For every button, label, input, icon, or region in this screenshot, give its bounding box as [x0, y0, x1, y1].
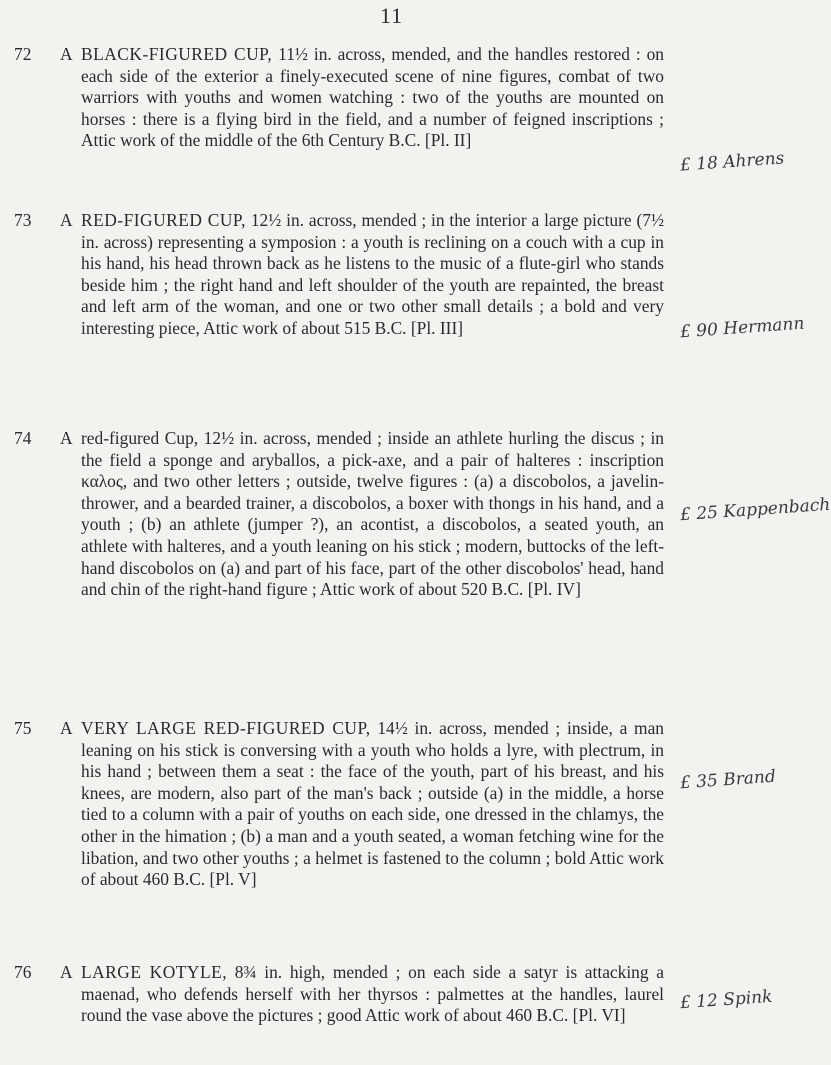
lot-description: 11½ in. across, mended, and the handles restored : on each side of the exterior a finely-executed scene of nine figures, combat of two warriors with youths and women watching : two of the youths are mounted on horses : there is a flying bird in the field, and a number of feigned inscriptions ; Attic work of the middle of the 6th Century B.C. [Pl. II]	[81, 44, 664, 151]
handwritten-note: £ 12 Spink	[679, 986, 774, 1014]
lot-heading: VERY LARGE RED-FIGURED CUP,	[81, 718, 371, 738]
lot-number: 74	[14, 428, 32, 448]
lot-74	[14, 428, 664, 601]
page-number: 11	[380, 3, 404, 28]
lot-75	[14, 718, 664, 891]
handwritten-note: £ 90 Hermann	[679, 313, 805, 343]
lot-description: 8¾ in. high, mended ; on each side a satyr is attacking a maenad, who defends herself with her thyrsos : palmettes at the handles, laurel round the vase above the pictures ; good Attic work of about 460 B.C. [Pl. VI]	[81, 962, 664, 1026]
lot-heading: red-figured Cup,	[81, 428, 199, 448]
lot-heading: LARGE KOTYLE,	[81, 962, 228, 982]
lot-prefix: A	[60, 44, 73, 64]
lot-prefix: A	[60, 428, 73, 448]
handwritten-note: £ 18 Ahrens	[679, 148, 785, 176]
lot-prefix: A	[60, 210, 73, 230]
lot-heading: RED-FIGURED CUP,	[81, 210, 247, 230]
lot-73	[14, 210, 664, 340]
lot-description: 12½ in. across, mended ; in the interior a large picture (7½ in. across) representing a symposion : a youth is reclining on a couch with a cup in his hand, his head thrown back as he listens to the music of a flute-girl who stands beside him ; the right hand and left shoulder of the youth are repainted, the breast and left arm of the woman, and one or two other small details ; a bold and very interesting piece, Attic work of about 515 B.C. [Pl. III]	[81, 210, 664, 338]
lot-number: 73	[14, 210, 32, 230]
handwritten-note: £ 35 Brand	[679, 766, 777, 794]
lot-heading: BLACK-FIGURED CUP,	[81, 44, 273, 64]
handwritten-note: £ 25 Kappenbach	[679, 494, 831, 526]
lot-72	[14, 44, 664, 152]
lot-prefix: A	[60, 718, 73, 738]
lot-number: 75	[14, 718, 32, 738]
lot-76	[14, 962, 664, 1027]
lot-description: 14½ in. across, mended ; inside, a man leaning on his stick is conversing with a youth who holds a lyre, with plectrum, in his hand ; between them a seat : the face of the youth, part of his breast, and his knees, are modern, also part of the man's back ; outside (a) in the middle, a horse tied to a column with a pair of youths on each side, one dressed in the chlamys, the other in the himation ; (b) a man and a youth seated, a woman fetching wine for the libation, and two other youths ; a helmet is fastened to the column ; bold Attic work of about 460 B.C. [Pl. V]	[81, 718, 665, 890]
lot-description: 12½ in. across, mended ; inside an athlete hurling the discus ; in the field a sponge and aryballos, a pick-axe, and a pair of halteres : inscription καλος, and two other letters ; outside, twelve figures : (a) a discobolos, a javelin-thrower, and a bearded trainer, a discobolos, a boxer with thongs in his hand, and a youth ; (b) an athlete (jumper ?), an acontist, a discobolos, a seated youth, an athlete with halteres, and a youth leaning on his stick ; modern, buttocks of the left-hand discobolos on (a) and part of his face, part of the other discobolos' head, hand and chin of the right-hand figure ; Attic work of about 520 B.C. [Pl. IV]	[81, 428, 665, 600]
lot-prefix: A	[60, 962, 73, 982]
lot-number: 72	[14, 44, 32, 64]
lot-number: 76	[14, 962, 32, 982]
